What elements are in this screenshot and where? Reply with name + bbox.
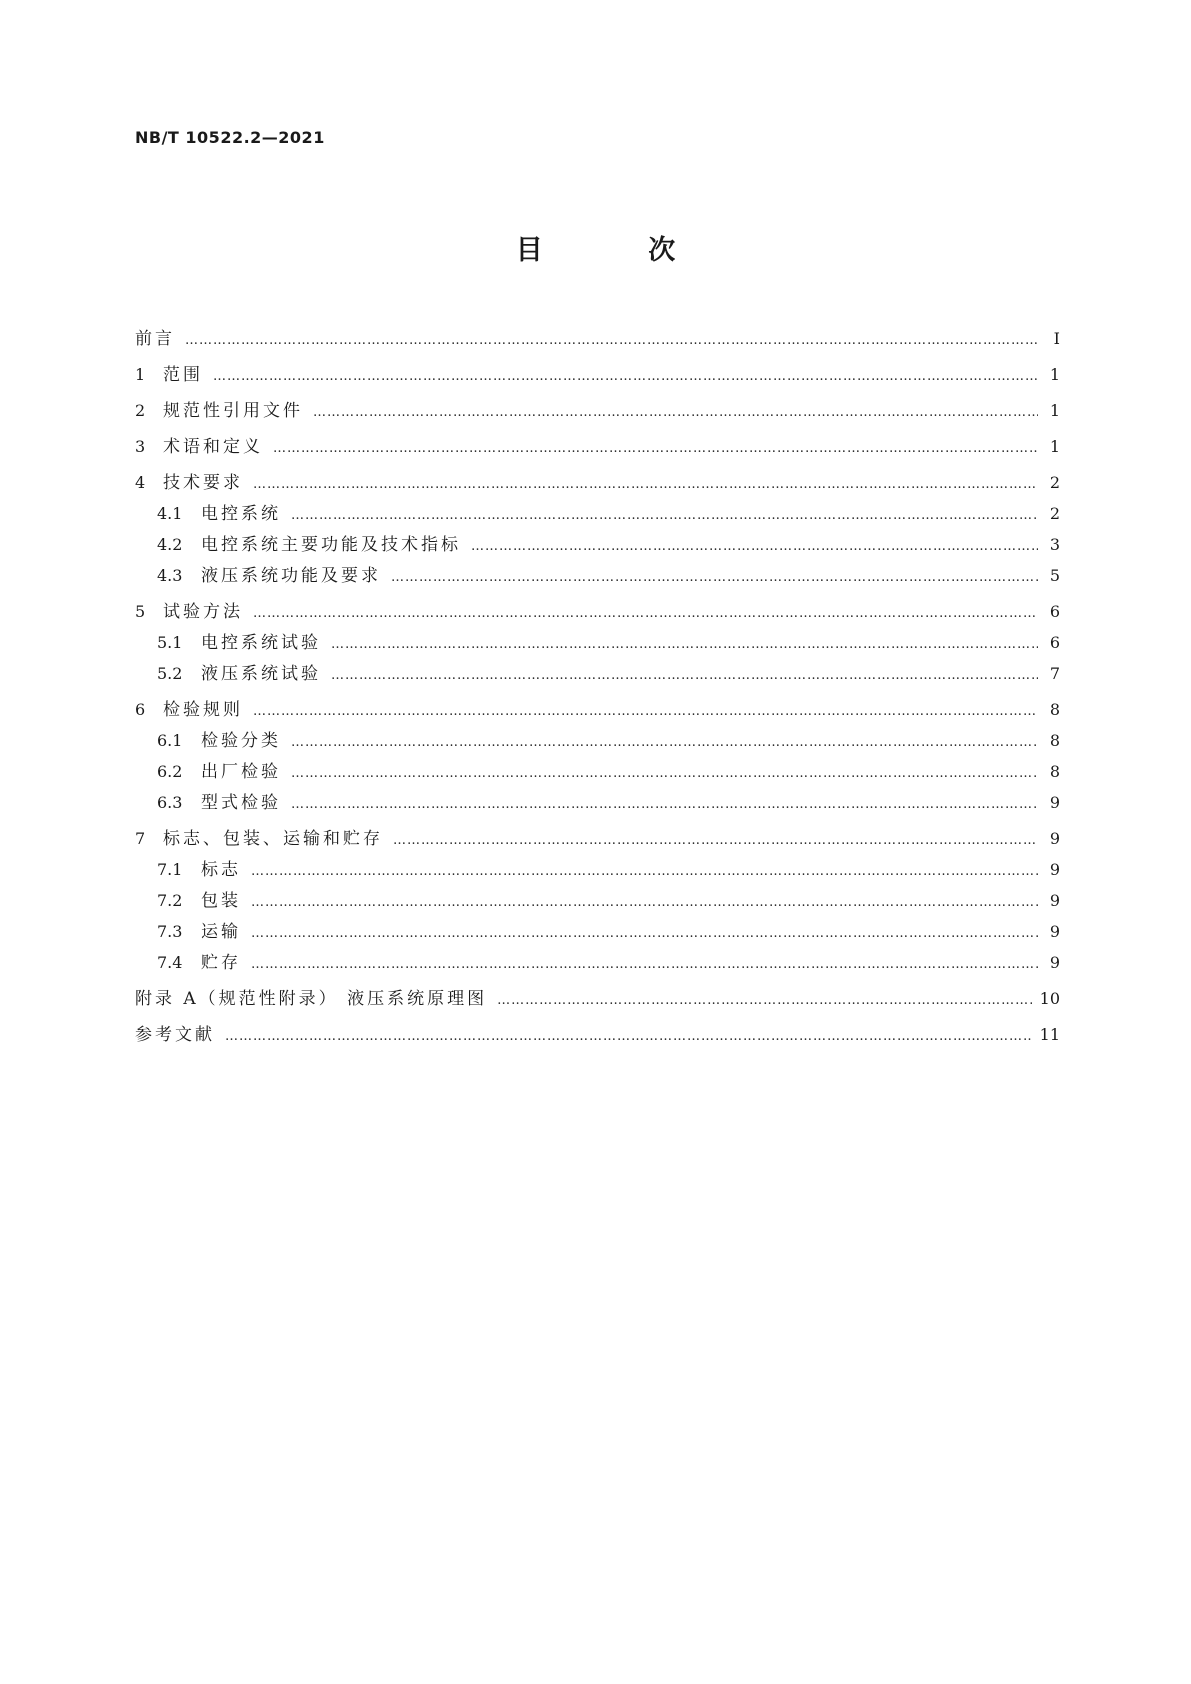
toc-entry-label: 标志 bbox=[201, 860, 241, 880]
toc-entry-page: 6 bbox=[1049, 602, 1060, 621]
toc-entry[interactable] bbox=[135, 663, 1060, 685]
toc-entry-label: 出厂检验 bbox=[201, 762, 281, 782]
toc-entry-page: 7 bbox=[1049, 664, 1060, 683]
toc-entry[interactable] bbox=[135, 792, 1060, 814]
toc-dot-leader bbox=[253, 603, 1038, 625]
toc-entry[interactable] bbox=[135, 436, 1060, 458]
toc-entry-label: 液压系统功能及要求 bbox=[201, 566, 381, 586]
toc-dot-leader bbox=[291, 732, 1038, 754]
toc-entry-label: 技术要求 bbox=[163, 473, 243, 493]
toc-entry-label: 标志、包装、运输和贮存 bbox=[163, 829, 383, 849]
toc-entry-number: 5 bbox=[135, 602, 146, 621]
toc-entry-page: 9 bbox=[1049, 953, 1060, 972]
toc-dot-leader bbox=[251, 923, 1038, 945]
toc-dot-leader bbox=[313, 402, 1038, 424]
toc-entry-label: 电控系统试验 bbox=[201, 633, 321, 653]
toc-entry-page: 11 bbox=[1039, 1025, 1060, 1044]
toc-entry-page: 8 bbox=[1049, 700, 1060, 719]
toc-entry[interactable] bbox=[135, 565, 1060, 587]
toc-entry-page: 9 bbox=[1049, 793, 1060, 812]
toc-dot-leader bbox=[391, 567, 1038, 589]
toc-entry[interactable] bbox=[135, 534, 1060, 556]
toc-entry-page: 9 bbox=[1049, 860, 1060, 879]
toc-entry-page: 5 bbox=[1049, 566, 1060, 585]
toc-entry[interactable] bbox=[135, 730, 1060, 752]
toc-entry[interactable] bbox=[135, 601, 1060, 623]
toc-entry-label: 试验方法 bbox=[163, 602, 243, 622]
toc-entry-number: 7.3 bbox=[157, 922, 183, 941]
toc-dot-leader bbox=[497, 990, 1032, 1012]
toc-entry[interactable] bbox=[135, 921, 1060, 943]
toc-entry-number: 7 bbox=[135, 829, 146, 848]
toc-dot-leader bbox=[291, 505, 1038, 527]
toc-dot-leader bbox=[273, 438, 1038, 460]
toc-entry-page: 1 bbox=[1049, 365, 1060, 384]
toc-entry-label: 检验规则 bbox=[163, 700, 243, 720]
toc-entry-number: 4.3 bbox=[157, 566, 183, 585]
toc-entry-number: 2 bbox=[135, 401, 146, 420]
toc-entry-label: 前言 bbox=[135, 329, 175, 349]
toc-dot-leader bbox=[393, 830, 1038, 852]
toc-entry-label: 术语和定义 bbox=[163, 437, 263, 457]
toc-entry[interactable] bbox=[135, 988, 1060, 1010]
toc-entry-number: 4.1 bbox=[157, 504, 183, 523]
toc-entry[interactable] bbox=[135, 472, 1060, 494]
toc-entry-label: 参考文献 bbox=[135, 1025, 215, 1045]
toc-entry[interactable] bbox=[135, 400, 1060, 422]
toc-entry-label: 范围 bbox=[163, 365, 203, 385]
toc-entry-number: 4 bbox=[135, 473, 146, 492]
toc-dot-leader bbox=[251, 892, 1038, 914]
toc-dot-leader bbox=[251, 861, 1038, 883]
toc-entry[interactable] bbox=[135, 952, 1060, 974]
toc-dot-leader bbox=[213, 366, 1038, 388]
toc-entry-label: 附录 A（规范性附录） 液压系统原理图 bbox=[135, 989, 488, 1009]
toc-entry-label: 型式检验 bbox=[201, 793, 281, 813]
toc-entry-number: 4.2 bbox=[157, 535, 183, 554]
toc-entry-number: 7.4 bbox=[157, 953, 183, 972]
toc-entry-label: 规范性引用文件 bbox=[163, 401, 303, 421]
toc-dot-leader bbox=[253, 701, 1038, 723]
toc-entry-page: 8 bbox=[1049, 731, 1060, 750]
toc-entry[interactable] bbox=[135, 859, 1060, 881]
toc-entry-page: 3 bbox=[1049, 535, 1060, 554]
toc-entry-number: 7.2 bbox=[157, 891, 183, 910]
toc-entry-page: 9 bbox=[1049, 829, 1060, 848]
toc-dot-leader bbox=[225, 1026, 1032, 1048]
toc-entry-number: 1 bbox=[135, 365, 146, 384]
toc-entry-number: 5.2 bbox=[157, 664, 183, 683]
toc-entry-page: 8 bbox=[1049, 762, 1060, 781]
toc-entry-page: 1 bbox=[1049, 437, 1060, 456]
toc-entry-page: 1 bbox=[1049, 401, 1060, 420]
toc-entry[interactable] bbox=[135, 761, 1060, 783]
table-of-contents bbox=[135, 328, 1060, 1046]
toc-entry-number: 5.1 bbox=[157, 633, 183, 652]
toc-entry-page: I bbox=[1053, 329, 1060, 348]
toc-entry-page: 2 bbox=[1049, 504, 1060, 523]
toc-entry-label: 电控系统 bbox=[201, 504, 281, 524]
toc-entry[interactable] bbox=[135, 828, 1060, 850]
toc-entry-number: 3 bbox=[135, 437, 146, 456]
toc-dot-leader bbox=[185, 330, 1038, 352]
toc-entry[interactable] bbox=[135, 699, 1060, 721]
toc-entry-page: 10 bbox=[1039, 989, 1060, 1008]
toc-dot-leader bbox=[331, 634, 1038, 656]
document-code: NB/T 10522.2—2021 bbox=[135, 128, 325, 147]
toc-entry-number: 7.1 bbox=[157, 860, 183, 879]
toc-entry-page: 9 bbox=[1049, 922, 1060, 941]
toc-entry-page: 9 bbox=[1049, 891, 1060, 910]
toc-entry-number: 6.1 bbox=[157, 731, 183, 750]
toc-dot-leader bbox=[251, 954, 1038, 976]
toc-entry[interactable] bbox=[135, 1024, 1060, 1046]
toc-entry-label: 液压系统试验 bbox=[201, 664, 321, 684]
toc-entry-number: 6 bbox=[135, 700, 146, 719]
toc-entry-label: 贮存 bbox=[201, 953, 241, 973]
toc-entry-page: 2 bbox=[1049, 473, 1060, 492]
toc-dot-leader bbox=[471, 536, 1038, 558]
toc-dot-leader bbox=[253, 474, 1038, 496]
toc-entry[interactable] bbox=[135, 503, 1060, 525]
toc-entry-label: 运输 bbox=[201, 922, 241, 942]
toc-dot-leader bbox=[291, 794, 1038, 816]
toc-dot-leader bbox=[291, 763, 1038, 785]
toc-entry-label: 检验分类 bbox=[201, 731, 281, 751]
toc-entry-page: 6 bbox=[1049, 633, 1060, 652]
toc-entry-label: 包装 bbox=[201, 891, 241, 911]
toc-entry-label: 电控系统主要功能及技术指标 bbox=[201, 535, 461, 555]
toc-entry[interactable] bbox=[135, 328, 1060, 350]
toc-entry[interactable] bbox=[135, 364, 1060, 386]
toc-entry[interactable] bbox=[135, 632, 1060, 654]
toc-title: 目 次 bbox=[515, 235, 724, 266]
toc-entry-number: 6.3 bbox=[157, 793, 183, 812]
toc-entry-number: 6.2 bbox=[157, 762, 183, 781]
toc-entry[interactable] bbox=[135, 890, 1060, 912]
toc-dot-leader bbox=[331, 665, 1038, 687]
